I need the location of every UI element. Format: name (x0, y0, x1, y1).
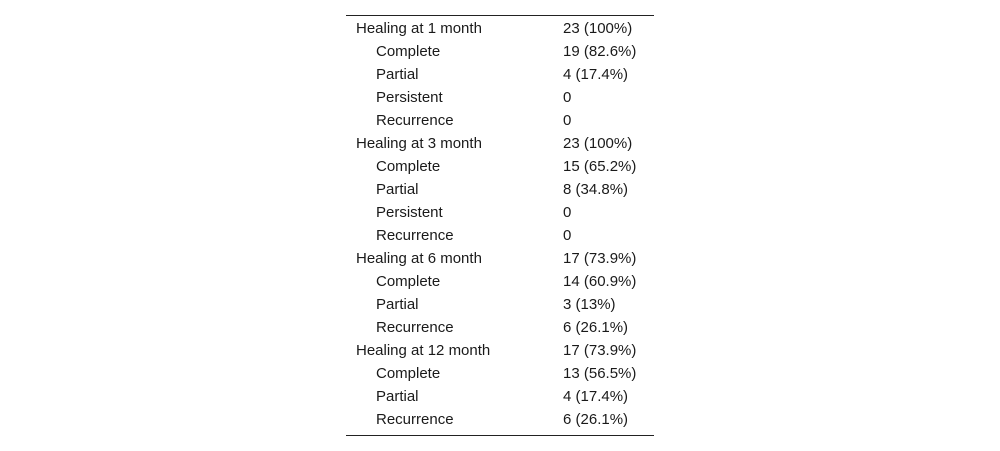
row-label: Complete (376, 158, 441, 175)
row-label: Complete (376, 365, 441, 382)
row-label: Complete (376, 43, 441, 60)
table-body (346, 17, 654, 431)
row-value: 3 (13%) (563, 296, 616, 313)
table-row-group-header (346, 247, 654, 270)
table-row (346, 362, 654, 385)
row-value: 14 (60.9%) (563, 273, 637, 290)
table-row (346, 270, 654, 293)
row-label: Recurrence (376, 112, 454, 129)
healing-table (346, 17, 654, 431)
row-label: Healing at 1 month (356, 20, 482, 37)
table-row-group-header (346, 339, 654, 362)
healing-outcomes-table (346, 15, 654, 436)
table-row (346, 224, 654, 247)
row-value: 4 (17.4%) (563, 388, 629, 405)
table-row (346, 408, 654, 431)
row-value: 0 (563, 227, 572, 244)
row-label: Persistent (376, 204, 443, 221)
row-value: 0 (563, 204, 572, 221)
row-value: 17 (73.9%) (563, 250, 637, 267)
row-value: 17 (73.9%) (563, 342, 637, 359)
row-label: Partial (376, 388, 419, 405)
table-row (346, 63, 654, 86)
table-row (346, 109, 654, 132)
table-row-group-header (346, 17, 654, 40)
row-label: Partial (376, 296, 419, 313)
row-label: Recurrence (376, 227, 454, 244)
row-value: 0 (563, 112, 572, 129)
table-row (346, 316, 654, 339)
row-label: Partial (376, 181, 419, 198)
row-label: Healing at 3 month (356, 135, 482, 152)
row-label: Healing at 6 month (356, 250, 482, 267)
row-value: 8 (34.8%) (563, 181, 629, 198)
row-value: 13 (56.5%) (563, 365, 637, 382)
table-row (346, 178, 654, 201)
row-value: 6 (26.1%) (563, 319, 629, 336)
row-label: Complete (376, 273, 441, 290)
table-row (346, 293, 654, 316)
row-label: Persistent (376, 89, 443, 106)
row-label: Healing at 12 month (356, 342, 491, 359)
table-row (346, 155, 654, 178)
table-row (346, 86, 654, 109)
row-label: Partial (376, 66, 419, 83)
table-row (346, 201, 654, 224)
row-value: 0 (563, 89, 572, 106)
row-value: 23 (100%) (563, 20, 633, 37)
row-value: 19 (82.6%) (563, 43, 637, 60)
row-label: Recurrence (376, 411, 454, 428)
table-row (346, 40, 654, 63)
table-row (346, 385, 654, 408)
row-value: 15 (65.2%) (563, 158, 637, 175)
row-value: 4 (17.4%) (563, 66, 629, 83)
row-label: Recurrence (376, 319, 454, 336)
row-value: 23 (100%) (563, 135, 633, 152)
table-row-group-header (346, 132, 654, 155)
row-value: 6 (26.1%) (563, 411, 629, 428)
